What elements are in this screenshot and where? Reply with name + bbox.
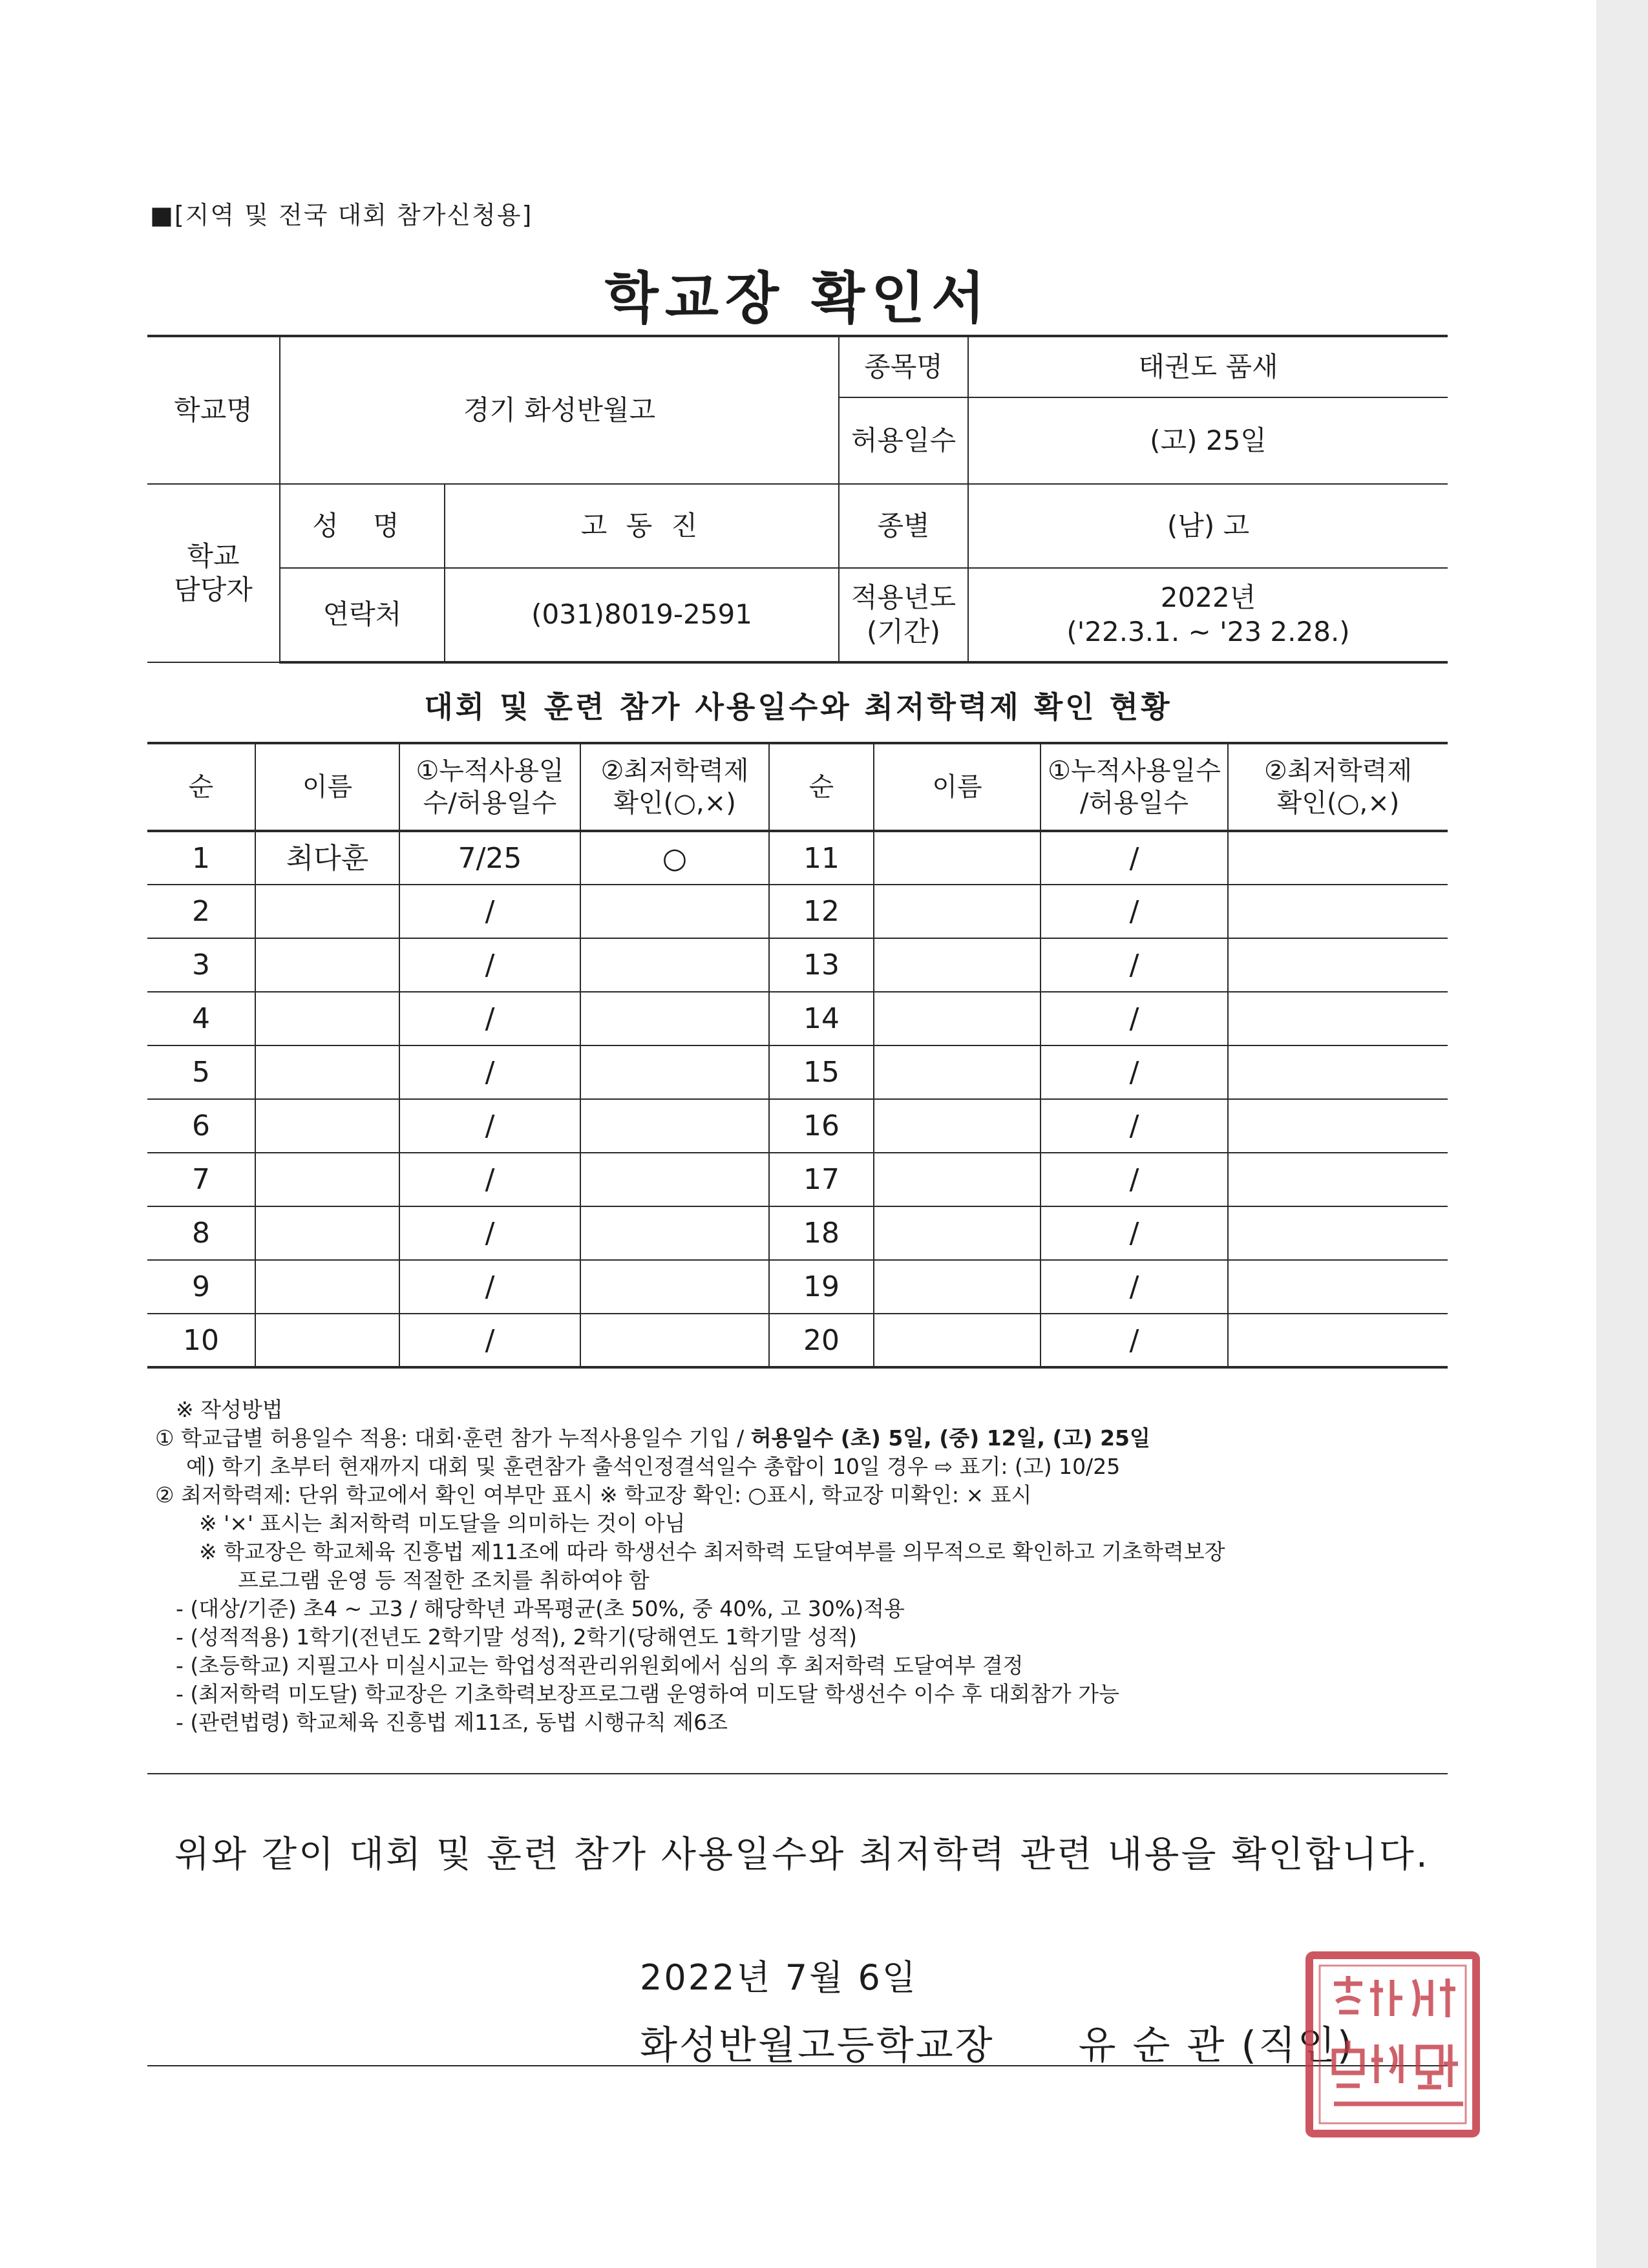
col-header-days-line2: 수/허용일수 — [423, 788, 557, 818]
row-number-right: 16 — [769, 1099, 874, 1153]
col-header-check-line1: ②최저학력제 — [600, 756, 749, 786]
col-header-check — [580, 743, 769, 831]
row-used-days: / — [399, 1099, 580, 1153]
table-row — [147, 1314, 1448, 1367]
manager-label-line2: 담당자 — [174, 574, 253, 605]
contact-label: 연락처 — [280, 568, 445, 662]
row-used-days-right: / — [1041, 831, 1228, 885]
row-name — [255, 1099, 399, 1153]
col-header-check-right — [1228, 743, 1448, 831]
row-used-days-right: / — [1041, 1314, 1228, 1367]
row-name-right — [874, 1206, 1041, 1260]
row-name — [255, 1314, 399, 1367]
row-min-academic-check — [580, 1045, 769, 1099]
table-row — [147, 1153, 1448, 1206]
detail-item-5: - (관련법령) 학교체육 진흥법 제11조, 동법 시행규칙 제6조 — [176, 1710, 728, 1735]
row-min-academic-check-right — [1228, 938, 1448, 992]
row-number: 9 — [147, 1260, 255, 1314]
row-number-right: 15 — [769, 1045, 874, 1099]
row-used-days-right: / — [1041, 938, 1228, 992]
row-min-academic-check — [580, 1099, 769, 1153]
issue-date: 2022년 7월 6일 — [640, 1957, 918, 1998]
row-number-right: 17 — [769, 1153, 874, 1206]
scan-edge — [1596, 0, 1648, 2268]
row-number: 2 — [147, 885, 255, 938]
detail-item-1: - (대상/기준) 초4 ~ 고3 / 해당학년 과목평균(초 50%, 중 40%, 고 30%)적용 — [176, 1596, 905, 1621]
period-label-line2: (기간) — [867, 615, 940, 647]
manager-name-label: 성 명 — [280, 484, 445, 568]
row-name — [255, 1153, 399, 1206]
col-header-name-right: 이름 — [874, 743, 1041, 831]
row-min-academic-check-right — [1228, 885, 1448, 938]
row-name-right — [874, 992, 1041, 1045]
table-row — [147, 885, 1448, 938]
seal-mark-label: (직인) — [1241, 2023, 1355, 2068]
row-number: 10 — [147, 1314, 255, 1367]
row-number: 5 — [147, 1045, 255, 1099]
manager-label-line1: 학교 — [187, 540, 240, 572]
row-used-days-right: / — [1041, 992, 1228, 1045]
row-name-right — [874, 1314, 1041, 1367]
row-min-academic-check-right — [1228, 1314, 1448, 1367]
detail-item-2: - (성적적용) 1학기(전년도 2학기말 성적), 2학기(당해연도 1학기말 성적) — [176, 1624, 858, 1650]
detail-item-3: - (초등학교) 지필고사 미실시교는 학업성적관리위원회에서 심의 후 최저학력 도달여부 결정 — [176, 1653, 1024, 1678]
confirmation-statement: 위와 같이 대회 및 훈련 참가 사용일수와 최저학력 관련 내용을 확인합니다. — [174, 1834, 1430, 1876]
col-header-days — [399, 743, 580, 831]
row-number: 7 — [147, 1153, 255, 1206]
row-used-days: / — [399, 1153, 580, 1206]
col-header-check-line2: 확인(○,×) — [613, 788, 736, 818]
row-used-days-right: / — [1041, 1045, 1228, 1099]
row-min-academic-check — [580, 1206, 769, 1260]
row-number-right: 14 — [769, 992, 874, 1045]
row-name-right — [874, 1045, 1041, 1099]
row-min-academic-check-right — [1228, 1260, 1448, 1314]
school-info-table — [147, 335, 1448, 664]
table-row — [147, 1099, 1448, 1153]
row-number-right: 12 — [769, 885, 874, 938]
table-body — [147, 831, 1448, 1367]
period-label-line1: 적용년도 — [850, 582, 956, 613]
instruction-2-note-2-cont: 프로그램 운영 등 적절한 조치를 취하여야 함 — [238, 1568, 650, 1593]
table-row — [147, 1206, 1448, 1260]
period-year: 2022년 — [1160, 582, 1256, 613]
col-header-days-right-line1: ①누적사용일수 — [1048, 756, 1221, 786]
school-name-label: 학교명 — [147, 336, 280, 484]
divider-line — [147, 1773, 1448, 1774]
row-used-days: / — [399, 1045, 580, 1099]
row-used-days: / — [399, 992, 580, 1045]
instruction-2-note-2: ※ 학교장은 학교체육 진흥법 제11조에 따라 학생선수 최저학력 도달여부를 의무적으로 확인하고 기초학력보장 — [199, 1539, 1225, 1564]
table-row — [147, 1260, 1448, 1314]
instructions-section — [155, 1396, 1461, 1737]
official-seal-stamp — [1304, 1950, 1481, 2139]
gender-label: 종별 — [839, 484, 968, 568]
col-header-days-right-line2: /허용일수 — [1079, 788, 1189, 818]
row-number-right: 18 — [769, 1206, 874, 1260]
manager-name-value: 고 동 진 — [445, 484, 839, 568]
row-number: 1 — [147, 831, 255, 885]
row-name-right — [874, 1153, 1041, 1206]
row-name — [255, 992, 399, 1045]
detail-item-4: - (최저학력 미도달) 학교장은 기초학력보장프로그램 운영하여 미도달 학생선수 이수 후 대회참가 가능 — [176, 1681, 1120, 1706]
row-number-right: 20 — [769, 1314, 874, 1367]
instruction-2-note-1: ※ '×' 표시는 최저학력 미도달을 의미하는 것이 아님 — [199, 1511, 686, 1536]
row-min-academic-check — [580, 1314, 769, 1367]
form-category-tag: ■[지역 및 전국 대회 참가신청용] — [150, 201, 533, 229]
signer-title: 화성반월고등학교장 — [640, 2023, 995, 2068]
row-min-academic-check — [580, 938, 769, 992]
col-header-days-right — [1041, 743, 1228, 831]
instruction-2: ② 최저학력제: 단위 학교에서 확인 여부만 표시 ※ 학교장 확인: ○표시, 학교장 미확인: × 표시 — [155, 1482, 1032, 1507]
row-number: 4 — [147, 992, 255, 1045]
instruction-1-example: 예) 학기 초부터 현재까지 대회 및 훈련참가 출석인정결석일수 총합이 10일 경우 ⇨ 표기: (고) 10/25 — [186, 1454, 1121, 1479]
row-name-right — [874, 1260, 1041, 1314]
gender-value: (남) 고 — [968, 484, 1448, 568]
contact-value: (031)8019-2591 — [445, 568, 839, 662]
row-name: 최다훈 — [255, 831, 399, 885]
row-name — [255, 938, 399, 992]
col-header-name: 이름 — [255, 743, 399, 831]
col-header-no: 순 — [147, 743, 255, 831]
row-name — [255, 1260, 399, 1314]
signer-line — [640, 2015, 1354, 2070]
row-used-days-right: / — [1041, 1206, 1228, 1260]
signature-underline — [147, 2065, 1448, 2066]
period-range: ('22.3.1. ~ '23 2.28.) — [1066, 615, 1350, 647]
row-name-right — [874, 1099, 1041, 1153]
row-used-days-right: / — [1041, 1153, 1228, 1206]
row-min-academic-check-right — [1228, 1206, 1448, 1260]
school-name-value: 경기 화성반월고 — [280, 336, 839, 484]
row-name-right — [874, 831, 1041, 885]
period-label — [839, 568, 968, 662]
col-header-no-right: 순 — [769, 743, 874, 831]
row-used-days: / — [399, 938, 580, 992]
row-used-days: 7/25 — [399, 831, 580, 885]
row-name-right — [874, 938, 1041, 992]
participation-status-table — [147, 742, 1448, 1369]
row-name — [255, 1206, 399, 1260]
row-min-academic-check — [580, 885, 769, 938]
instruction-1 — [155, 1424, 1461, 1453]
row-used-days-right: / — [1041, 1099, 1228, 1153]
event-label: 종목명 — [839, 336, 968, 397]
row-min-academic-check — [580, 992, 769, 1045]
row-min-academic-check-right — [1228, 992, 1448, 1045]
row-number: 6 — [147, 1099, 255, 1153]
row-name-right — [874, 885, 1041, 938]
table-row — [147, 831, 1448, 885]
table-row — [147, 992, 1448, 1045]
table-row — [147, 938, 1448, 992]
row-name — [255, 1045, 399, 1099]
row-min-academic-check-right — [1228, 1045, 1448, 1099]
allowed-days-value: (고) 25일 — [968, 397, 1448, 484]
row-used-days: / — [399, 1260, 580, 1314]
col-header-days-line1: ①누적사용일 — [416, 756, 564, 786]
table-header-row — [147, 743, 1448, 831]
row-number-right: 13 — [769, 938, 874, 992]
table-row — [147, 1045, 1448, 1099]
row-min-academic-check-right — [1228, 1153, 1448, 1206]
event-value: 태권도 품새 — [968, 336, 1448, 397]
row-used-days-right: / — [1041, 885, 1228, 938]
row-min-academic-check — [580, 1260, 769, 1314]
row-name — [255, 885, 399, 938]
instruction-1-bold: 허용일수 (초) 5일, (중) 12일, (고) 25일 — [750, 1425, 1150, 1451]
row-used-days: / — [399, 1206, 580, 1260]
col-header-check-right-line2: 확인(○,×) — [1276, 788, 1400, 818]
instructions-heading: ※ 작성방법 — [176, 1397, 283, 1422]
manager-label — [147, 484, 280, 662]
row-used-days-right: / — [1041, 1260, 1228, 1314]
row-min-academic-check — [580, 1153, 769, 1206]
period-value — [968, 568, 1448, 662]
row-number: 3 — [147, 938, 255, 992]
signer-name: 유순관 — [1078, 2023, 1241, 2068]
document-title: 학교장 확인서 — [604, 266, 992, 331]
row-used-days: / — [399, 885, 580, 938]
row-number-right: 11 — [769, 831, 874, 885]
row-min-academic-check-right — [1228, 831, 1448, 885]
status-table-title: 대회 및 훈련 참가 사용일수와 최저학력제 확인 현황 — [424, 689, 1172, 724]
row-min-academic-check: ○ — [580, 831, 769, 885]
row-used-days: / — [399, 1314, 580, 1367]
row-number: 8 — [147, 1206, 255, 1260]
allowed-days-label: 허용일수 — [839, 397, 968, 484]
row-number-right: 19 — [769, 1260, 874, 1314]
row-min-academic-check-right — [1228, 1099, 1448, 1153]
col-header-check-right-line1: ②최저학력제 — [1263, 756, 1413, 786]
instruction-1-text: ① 학교급별 허용일수 적용: 대회·훈련 참가 누적사용일수 기입 / — [155, 1425, 751, 1451]
